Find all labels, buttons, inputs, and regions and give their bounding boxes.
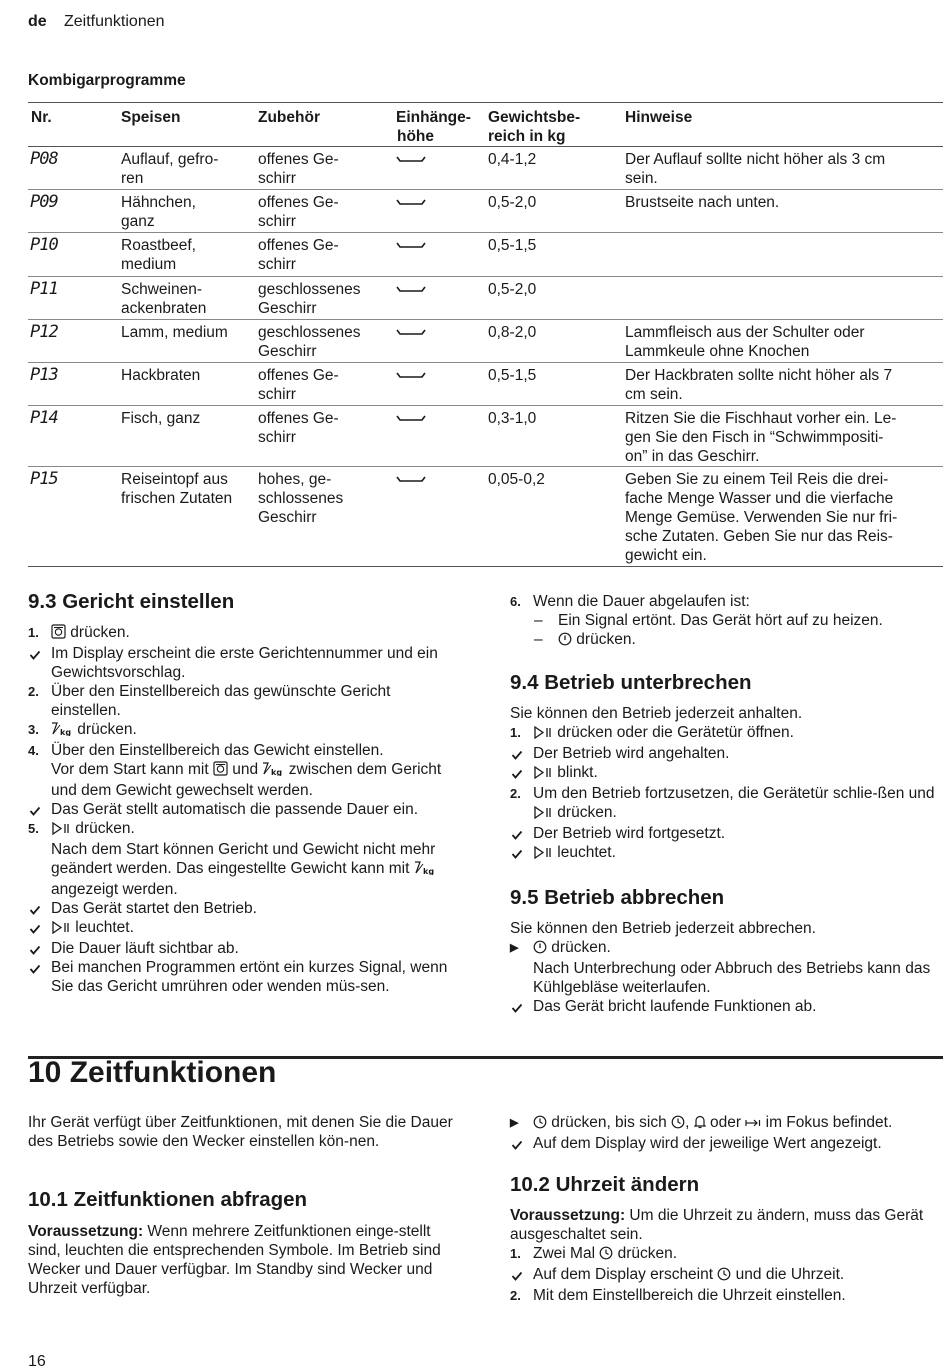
page-number: 16 — [28, 1353, 46, 1370]
step-text: drücken. — [547, 939, 611, 956]
result-text: Das Gerät startet den Betrieb. — [51, 900, 257, 917]
dish-cell-line: ganz — [121, 213, 155, 230]
accessory-cell — [258, 150, 339, 188]
chapter-10-intro: Ihr Gerät verfügt über Zeitfunktionen, mit denen Sie die Dauer des Betriebs sowie den Wecker einstellen kön-nen. — [28, 1114, 453, 1150]
note-cell-line: Geben Sie zu einem Teil Reis die drei- — [625, 471, 889, 488]
step-text: drücken. — [66, 624, 130, 641]
result-text: Das Gerät bricht laufende Funktionen ab. — [533, 998, 817, 1015]
list-item: – drücken. — [510, 630, 940, 651]
prerequisite — [510, 1206, 935, 1244]
prerequisite-label: Voraussetzung: — [510, 1207, 626, 1224]
accessory-cell-line: schirr — [258, 170, 296, 187]
list-item — [28, 720, 458, 741]
dish-cell — [121, 150, 218, 188]
step-note: angezeigt werden. — [51, 881, 178, 898]
accessory-cell-line: Geschirr — [258, 300, 317, 317]
check-icon — [511, 1000, 523, 1019]
program-icon — [213, 761, 228, 781]
table-top-rule — [28, 102, 943, 103]
result-text: Der Betrieb wird angehalten. — [533, 745, 730, 762]
dish-cell-line: Reiseintopf aus — [121, 471, 228, 488]
accessory-cell-line: hohes, ge- — [258, 471, 332, 488]
weight-range-cell: 0,5-1,5 — [488, 367, 537, 384]
start-pause-icon — [51, 821, 71, 840]
section-title-9-5: 9.5 Betrieb abbrechen — [510, 886, 725, 909]
col-header-hinweise: Hinweise — [625, 109, 693, 126]
accessory-cell-line: schirr — [258, 429, 296, 446]
accessory-cell-line: geschlossenes — [258, 324, 361, 341]
list-item — [510, 592, 940, 611]
step-text: drücken oder die Gerätetür öffnen. — [553, 724, 794, 741]
bell-icon — [694, 1115, 706, 1134]
accessory-cell — [258, 366, 339, 404]
section-9-5-body — [510, 919, 942, 1016]
list-item — [28, 958, 458, 996]
step-note: Nach dem Start können Gericht und Gewicht nicht mehr geändert werden. Das eingestellte Gewicht kann mit — [51, 841, 436, 877]
step-note: Vor dem Start kann mit — [51, 761, 213, 778]
result-text: Die Dauer läuft sichtbar ab. — [51, 940, 239, 957]
note-cell — [625, 193, 779, 212]
accessory-cell-line: schirr — [258, 256, 296, 273]
step-note: Nach Unterbrechung oder Abbruch des Betriebs kann das Kühlgebläse weiterlaufen. — [533, 960, 931, 996]
check-icon — [511, 846, 523, 865]
result-text: Bei manchen Programmen ertönt ein kurzes Signal, wenn Sie das Gericht umrühren oder wenden müs-sen. — [51, 959, 448, 995]
col-header-speisen: Speisen — [121, 109, 181, 126]
start-pause-icon — [533, 765, 553, 784]
dish-cell — [121, 323, 228, 342]
shelf-level-icon — [396, 414, 426, 424]
section-10-2-body — [510, 1206, 935, 1305]
dish-cell — [121, 236, 196, 274]
shelf-level-icon — [396, 241, 426, 251]
step-text: , — [685, 1114, 694, 1131]
dish-cell — [121, 366, 200, 385]
result-text: leuchtet. — [553, 844, 616, 861]
program-number: P09 — [30, 192, 58, 212]
note-cell-line: gewicht ein. — [625, 547, 707, 564]
weight-range-cell: 0,5-2,0 — [488, 281, 537, 298]
note-cell-line: Der Auflauf sollte nicht höher als 3 cm — [625, 151, 886, 168]
note-cell-line: on” in das Geschirr. — [625, 448, 760, 465]
result-text: Auf dem Display erscheint — [533, 1266, 718, 1283]
program-number: P11 — [30, 279, 58, 299]
dish-cell-line: Fisch, ganz — [121, 410, 201, 427]
col-header-hoehe-line1: Einhänge- — [396, 109, 471, 126]
step-text: Über den Einstellbereich das gewünschte Gericht einstellen. — [51, 683, 391, 719]
col-header-hoehe-line2: höhe — [397, 128, 435, 145]
shelf-level-icon — [396, 475, 426, 485]
note-cell-line: Der Hackbraten sollte nicht höher als 7 — [625, 367, 893, 384]
table-row-divider — [28, 319, 943, 320]
result-text: Das Gerät stellt automatisch die passende Dauer ein. — [51, 801, 419, 818]
result-text: leuchtet. — [71, 919, 134, 936]
note-cell-line: sche Zutaten. Geben Sie nur das Reis- — [625, 528, 893, 545]
shelf-level-icon — [396, 285, 426, 295]
duration-icon — [745, 1115, 761, 1134]
power-icon — [558, 632, 572, 651]
prerequisite-text: Um die Uhrzeit zu ändern, muss das Gerät ausgeschaltet sein. — [510, 1207, 924, 1243]
weight-range-cell: 0,5-2,0 — [488, 194, 537, 211]
accessory-cell-line: schirr — [258, 213, 296, 230]
step-text: Über den Einstellbereich das Gewicht einstellen. — [51, 742, 384, 759]
weight-icon — [262, 761, 284, 781]
note-cell-line: Brustseite nach unten. — [625, 194, 780, 211]
section-title-10-1: 10.1 Zeitfunktionen abfragen — [28, 1188, 308, 1211]
note-cell-line: Ritzen Sie die Fischhaut vorher ein. Le- — [625, 410, 897, 427]
table-row-divider — [28, 232, 943, 233]
list-item: 1. drücken oder die Gerätetür öffnen. — [510, 723, 942, 744]
weight-range-cell: 0,3-1,0 — [488, 410, 537, 427]
accessory-cell — [258, 409, 339, 447]
program-number: P08 — [30, 149, 58, 169]
dish-cell-line: Auflauf, gefro- — [121, 151, 219, 168]
program-number: P13 — [30, 365, 58, 385]
clock-icon — [533, 1115, 547, 1134]
section-9-4-body — [510, 704, 942, 864]
list-item — [28, 840, 458, 899]
weight-icon — [51, 721, 73, 741]
dish-cell — [121, 280, 206, 318]
dash-text: Ein Signal ertönt. Das Gerät hört auf zu heizen. — [558, 612, 883, 629]
col-header-gewicht-line2: reich in kg — [488, 128, 566, 145]
step-text: drücken. — [553, 804, 617, 821]
shelf-level-icon — [396, 328, 426, 338]
col-header-nr: Nr. — [31, 109, 52, 126]
note-cell-line: cm sein. — [625, 386, 683, 403]
section-9-3-list — [28, 623, 458, 996]
chapter-title-10: 10 Zeitfunktionen — [28, 1056, 277, 1089]
section-10-1-body — [28, 1222, 456, 1298]
accessory-cell — [258, 193, 339, 231]
dish-cell-line: ren — [121, 170, 144, 187]
action-arrow-icon: ▶ — [510, 1117, 519, 1129]
section-intro: Sie können den Betrieb jederzeit abbrechen. — [510, 920, 816, 937]
check-icon — [29, 921, 41, 940]
dish-cell-line: medium — [121, 256, 177, 273]
check-icon — [511, 1137, 523, 1156]
clock-icon — [671, 1115, 685, 1134]
result-text: Auf dem Display wird der jeweilige Wert angezeigt. — [533, 1135, 882, 1152]
accessory-cell — [258, 470, 343, 527]
col-header-gewicht-line1: Gewichtsbe- — [488, 109, 581, 126]
dish-cell — [121, 470, 232, 508]
dish-cell-line: Hähnchen, — [121, 194, 196, 211]
col-header-gewicht — [488, 108, 580, 146]
clock-icon — [717, 1267, 731, 1286]
program-number: P15 — [30, 469, 58, 489]
accessory-cell-line: schirr — [258, 386, 296, 403]
table-row-divider — [28, 405, 943, 406]
dish-cell-line: Roastbeef, — [121, 237, 196, 254]
step-text: drücken. — [613, 1245, 678, 1262]
list-item — [28, 644, 458, 682]
list-item — [510, 744, 942, 763]
step-text: im Fokus befindet. — [761, 1114, 893, 1131]
result-text: und die Uhrzeit. — [731, 1266, 845, 1283]
program-number: P10 — [30, 235, 58, 255]
list-item: 2. Mit dem Einstellbereich die Uhrzeit einstellen. — [510, 1287, 846, 1304]
step-text: drücken. — [73, 721, 137, 738]
result-text: Im Display erscheint die erste Gerichtennummer und ein Gewichtsvorschlag. — [51, 645, 438, 681]
dash-text: drücken. — [572, 631, 636, 648]
step-number: 2. — [28, 684, 39, 699]
accessory-cell-line: offenes Ge- — [258, 237, 339, 254]
start-pause-icon — [533, 805, 553, 824]
list-item — [510, 938, 942, 959]
accessory-cell-line: offenes Ge- — [258, 410, 339, 427]
dish-cell — [121, 409, 200, 428]
note-cell-line: Menge Gemüse. Verwenden Sie nur fri- — [625, 509, 898, 526]
accessory-cell — [258, 323, 361, 361]
start-pause-icon — [533, 845, 553, 864]
program-number: P14 — [30, 408, 58, 428]
weight-range-cell: 0,8-2,0 — [488, 324, 537, 341]
note-cell — [625, 366, 892, 404]
table-row-divider — [28, 466, 943, 467]
step-note: zwischen dem Gericht und dem Gewicht gewechselt werden. — [51, 761, 442, 799]
section-intro: Sie können den Betrieb jederzeit anhalten. — [510, 705, 803, 722]
step-text: drücken. — [71, 820, 135, 837]
running-header: Zeitfunktionen — [64, 13, 165, 30]
note-cell-line: fache Menge Wasser und die vierfache — [625, 490, 894, 507]
weight-range-cell: 0,5-1,5 — [488, 237, 537, 254]
step-text: drücken, bis sich — [547, 1114, 672, 1131]
shelf-level-icon — [396, 155, 426, 165]
accessory-cell-line: offenes Ge- — [258, 194, 339, 211]
step-number: 5. — [28, 821, 39, 836]
dish-cell-line: frischen Zutaten — [121, 490, 233, 507]
accessory-cell — [258, 236, 339, 274]
list-item — [28, 741, 458, 760]
table-row-divider — [28, 362, 943, 363]
note-cell — [625, 409, 896, 466]
language-code: de — [28, 13, 47, 30]
program-number: P12 — [30, 322, 58, 342]
accessory-cell-line: offenes Ge- — [258, 367, 339, 384]
svg-text:kg: kg — [60, 728, 72, 736]
chapter-10-actions — [510, 1113, 945, 1153]
list-item — [28, 939, 458, 958]
list-item — [510, 824, 942, 843]
action-arrow-icon: ▶ — [510, 942, 519, 954]
section-title-10-2: 10.2 Uhrzeit ändern — [510, 1173, 700, 1196]
col-header-hoehe — [396, 108, 471, 146]
clock-icon — [599, 1246, 613, 1265]
table-bottom-rule — [28, 566, 943, 567]
step-number: 1. — [28, 625, 39, 640]
accessory-cell-line: offenes Ge- — [258, 151, 339, 168]
list-item — [510, 763, 942, 784]
note-cell — [625, 150, 885, 188]
list-item: 1. Zwei Mal drücken. — [510, 1244, 935, 1265]
accessory-cell — [258, 280, 361, 318]
list-item — [28, 682, 458, 720]
section-title-9-3: 9.3 Gericht einstellen — [28, 590, 235, 613]
start-pause-icon — [533, 725, 553, 744]
list-item — [28, 918, 458, 939]
list-item — [28, 760, 458, 800]
note-cell-line: Lammfleisch aus der Schulter oder — [625, 324, 865, 341]
check-icon — [29, 647, 41, 666]
list-item — [28, 623, 458, 644]
weight-range-cell: 0,05-0,2 — [488, 471, 545, 488]
accessory-cell-line: schlossenes — [258, 490, 344, 507]
check-icon — [511, 1268, 523, 1287]
check-icon — [29, 961, 41, 980]
table-header-rule — [28, 146, 943, 147]
note-cell-line: gen Sie den Fisch in “Schwimmpositi- — [625, 429, 884, 446]
check-icon — [511, 766, 523, 785]
dish-cell — [121, 193, 196, 231]
note-cell-line: Lammkeule ohne Knochen — [625, 343, 810, 360]
note-cell — [625, 470, 897, 565]
dish-cell-line: Lamm, medium — [121, 324, 228, 341]
svg-text:kg: kg — [422, 867, 434, 875]
note-cell-line: sein. — [625, 170, 658, 187]
accessory-cell-line: geschlossenes — [258, 281, 361, 298]
list-item — [28, 800, 458, 819]
step-text: Wenn die Dauer abgelaufen ist: — [533, 593, 750, 610]
step-text: oder — [705, 1114, 746, 1131]
prerequisite-text: Wenn mehrere Zeitfunktionen einge-stellt sind, leuchten die entsprechenden Symbole. Im Betrieb sind Wecker und Dauer verfügbar. Im Standby sind Wecker und Uhrzeit verfügbar. — [28, 1223, 441, 1297]
weight-range-cell: 0,4-1,2 — [488, 151, 537, 168]
step-number: 3. — [28, 722, 39, 737]
section-9-3-step-6 — [510, 592, 940, 651]
step-number: 6. — [510, 594, 521, 609]
dish-cell-line: Schweinen- — [121, 281, 202, 298]
program-icon — [51, 624, 66, 644]
prerequisite-label: Voraussetzung: — [28, 1223, 144, 1240]
col-header-zubehoer: Zubehör — [258, 109, 320, 126]
weight-icon — [414, 860, 436, 880]
step-text: Um den Betrieb fortzusetzen, die Gerätetür schlie-ßen und — [533, 785, 935, 802]
step-text: Zwei Mal — [533, 1245, 600, 1262]
list-item — [510, 1113, 945, 1134]
accessory-cell-line: Geschirr — [258, 343, 317, 360]
table-title: Kombigarprogramme — [28, 72, 186, 89]
list-item — [28, 899, 458, 918]
list-item — [510, 997, 942, 1016]
note-cell — [625, 323, 865, 361]
step-note: und — [227, 761, 263, 778]
step-number: 4. — [28, 743, 39, 758]
shelf-level-icon — [396, 198, 426, 208]
list-item — [510, 843, 942, 864]
list-item — [510, 1134, 945, 1153]
dish-cell-line: ackenbraten — [121, 300, 207, 317]
dish-cell-line: Hackbraten — [121, 367, 201, 384]
start-pause-icon — [51, 920, 71, 939]
list-item: – Ein Signal ertönt. Das Gerät hört auf zu heizen. — [534, 612, 883, 629]
list-item: 2. Um den Betrieb fortzusetzen, die Gerätetür schlie-ßen und drücken. — [510, 784, 942, 824]
accessory-cell-line: Geschirr — [258, 509, 317, 526]
step-text: Mit dem Einstellbereich die Uhrzeit einstellen. — [533, 1287, 846, 1304]
table-row-divider — [28, 189, 943, 190]
table-row-divider — [28, 276, 943, 277]
list-item — [28, 819, 458, 840]
result-text: blinkt. — [553, 764, 598, 781]
result-text: Der Betrieb wird fortgesetzt. — [533, 825, 726, 842]
shelf-level-icon — [396, 371, 426, 381]
power-icon — [533, 940, 547, 959]
svg-text:kg: kg — [271, 768, 283, 776]
list-item — [510, 1265, 935, 1286]
section-title-9-4: 9.4 Betrieb unterbrechen — [510, 671, 752, 694]
